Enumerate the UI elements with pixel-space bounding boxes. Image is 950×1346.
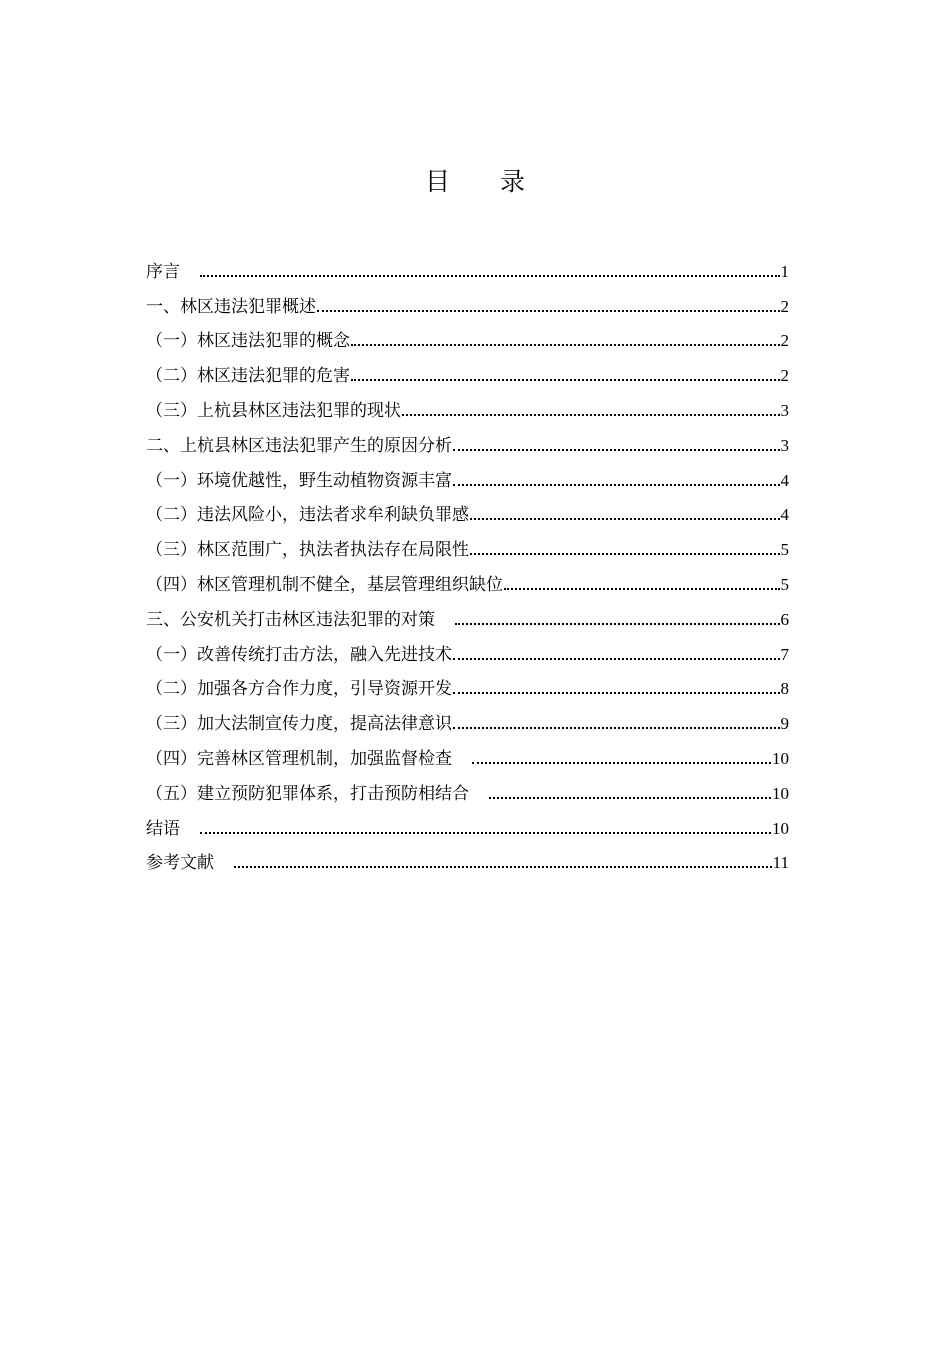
toc-leader-dots bbox=[317, 292, 780, 322]
toc-leader-dots bbox=[402, 396, 780, 426]
toc-entry-page: 5 bbox=[780, 574, 789, 594]
toc-leader-dots bbox=[470, 535, 780, 565]
toc-entry[interactable] bbox=[146, 356, 789, 391]
toc-entry-page: 6 bbox=[780, 609, 789, 629]
toc-entry-label: （一）改善传统打击方法，融入先进技术 bbox=[146, 644, 452, 665]
toc-leader-dots bbox=[200, 814, 771, 844]
toc-entry-label: 三、公安机关打击林区违法犯罪的对策 bbox=[146, 609, 435, 630]
toc-entry[interactable] bbox=[146, 496, 789, 531]
toc-leader-dots bbox=[453, 431, 780, 461]
toc-leader-dots bbox=[351, 361, 780, 391]
toc-entry-page: 4 bbox=[780, 470, 789, 490]
toc-entry[interactable] bbox=[146, 322, 789, 357]
toc-entry[interactable] bbox=[146, 635, 789, 670]
toc-entry[interactable] bbox=[146, 774, 789, 809]
toc-entry[interactable] bbox=[146, 252, 789, 287]
toc-entry-label: （一）环境优越性，野生动植物资源丰富 bbox=[146, 470, 452, 491]
toc-entry[interactable] bbox=[146, 287, 789, 322]
toc-entry-page: 5 bbox=[780, 540, 789, 560]
toc-entry-label: （三）上杭县林区违法犯罪的现状 bbox=[146, 400, 401, 421]
toc-entry[interactable] bbox=[146, 844, 789, 879]
toc-leader-dots bbox=[351, 326, 780, 356]
page-title bbox=[0, 162, 950, 202]
toc-entry-label: 二、上杭县林区违法犯罪产生的原因分析 bbox=[146, 435, 452, 456]
toc-entry-label: （二）林区违法犯罪的危害 bbox=[146, 366, 350, 387]
toc-leader-dots bbox=[453, 674, 780, 704]
toc-entry[interactable] bbox=[146, 670, 789, 705]
toc-entry-page: 10 bbox=[772, 748, 789, 768]
toc-entry-label: （二）加强各方合作力度，引导资源开发 bbox=[146, 679, 452, 700]
toc-entry-label: （三）加大法制宣传力度，提高法律意识 bbox=[146, 714, 452, 735]
toc-entry-page: 1 bbox=[780, 261, 789, 281]
toc-entry[interactable] bbox=[146, 391, 789, 426]
toc-entry-label: 序言 bbox=[146, 261, 180, 282]
toc-leader-dots bbox=[453, 466, 780, 496]
toc-entry-label: （三）林区范围广，执法者执法存在局限性 bbox=[146, 540, 469, 561]
toc-leader-dots bbox=[504, 570, 780, 600]
toc-entry-page: 9 bbox=[780, 714, 789, 734]
toc-leader-dots bbox=[200, 257, 780, 287]
toc-entry[interactable] bbox=[146, 530, 789, 565]
toc-entry[interactable] bbox=[146, 739, 789, 774]
toc-entry-label: （二）违法风险小，违法者求牟利缺负罪感 bbox=[146, 505, 469, 526]
toc-entry-page: 2 bbox=[780, 366, 789, 386]
title-char-1: 目 bbox=[424, 167, 450, 196]
toc-entry-page: 10 bbox=[772, 783, 789, 803]
toc-entry-label: （四）林区管理机制不健全，基层管理组织缺位 bbox=[146, 574, 503, 595]
toc-leader-dots bbox=[489, 779, 771, 809]
toc-entry-label: 结语 bbox=[146, 818, 180, 839]
toc-entry[interactable] bbox=[146, 565, 789, 600]
toc-leader-dots bbox=[453, 640, 780, 670]
toc-entry-page: 3 bbox=[780, 435, 789, 455]
toc-leader-dots bbox=[455, 605, 780, 635]
toc-entry-page: 8 bbox=[780, 679, 789, 699]
toc-entry-label: （五）建立预防犯罪体系，打击预防相结合 bbox=[146, 783, 469, 804]
toc-entry[interactable] bbox=[146, 426, 789, 461]
toc-leader-dots bbox=[453, 709, 780, 739]
toc-entry[interactable] bbox=[146, 461, 789, 496]
toc-leader-dots bbox=[472, 744, 771, 774]
toc-entry-label: （一）林区违法犯罪的概念 bbox=[146, 331, 350, 352]
title-char-2: 录 bbox=[500, 167, 526, 196]
toc-entry[interactable] bbox=[146, 600, 789, 635]
toc-entry-page: 7 bbox=[780, 644, 789, 664]
toc-entry-page: 3 bbox=[780, 400, 789, 420]
toc-entry-page: 2 bbox=[780, 331, 789, 351]
toc-entry-page: 4 bbox=[780, 505, 789, 525]
toc-entry-label: （四）完善林区管理机制，加强监督检查 bbox=[146, 748, 452, 769]
toc-entry[interactable] bbox=[146, 809, 789, 844]
toc-entry-page: 2 bbox=[780, 296, 789, 316]
toc-leader-dots bbox=[234, 848, 772, 878]
toc-entry-label: 参考文献 bbox=[146, 853, 214, 874]
toc-entry-page: 10 bbox=[772, 818, 789, 838]
toc-entry[interactable] bbox=[146, 704, 789, 739]
table-of-contents bbox=[146, 252, 789, 878]
toc-leader-dots bbox=[470, 500, 780, 530]
toc-entry-label: 一、林区违法犯罪概述 bbox=[146, 296, 316, 317]
toc-entry-page: 11 bbox=[772, 853, 789, 873]
